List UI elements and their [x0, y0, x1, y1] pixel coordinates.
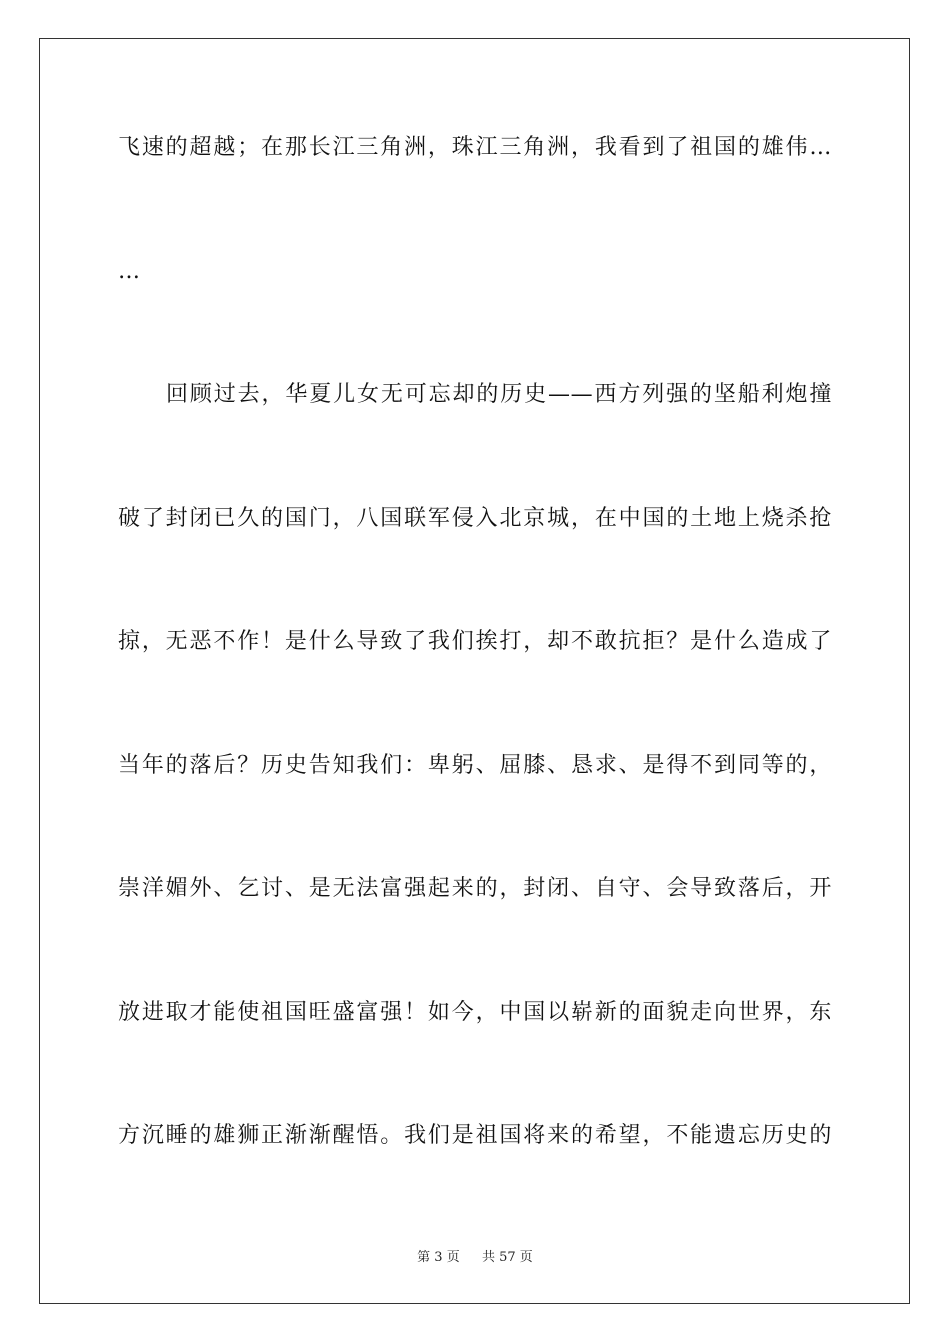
text-line-5: 掠，无恶不作！是什么导致了我们挨打，却不敢抗拒？是什么造成了 [118, 629, 832, 654]
total-pages: 共 57 页 [482, 1250, 533, 1265]
text-line-3: 回顾过去，华夏儿女无可忘却的历史——西方列强的坚船利炮撞 [166, 382, 832, 407]
text-line-2: … [118, 258, 141, 284]
text-line-7: 崇洋媚外、乞讨、是无法富强起来的，封闭、自守、会导致落后，开 [118, 876, 832, 901]
text-line-6: 当年的落后？历史告知我们：卑躬、屈膝、恳求、是得不到同等的， [118, 752, 832, 778]
text-line-4: 破了封闭已久的国门，八国联军侵入北京城，在中国的土地上烧杀抢 [118, 505, 832, 531]
text-line-1: 飞速的超越；在那长江三角洲，珠江三角洲，我看到了祖国的雄伟… [118, 135, 832, 160]
document-body [118, 127, 832, 1239]
page-footer [0, 1246, 950, 1265]
page-number: 第 3 页 [417, 1250, 460, 1265]
text-line-9: 方沉睡的雄狮正渐渐醒悟。我们是祖国将来的希望，不能遗忘历史的 [118, 1123, 832, 1148]
text-line-8: 放进取才能使祖国旺盛富强！如今，中国以崭新的面貌走向世界，东 [118, 999, 832, 1025]
